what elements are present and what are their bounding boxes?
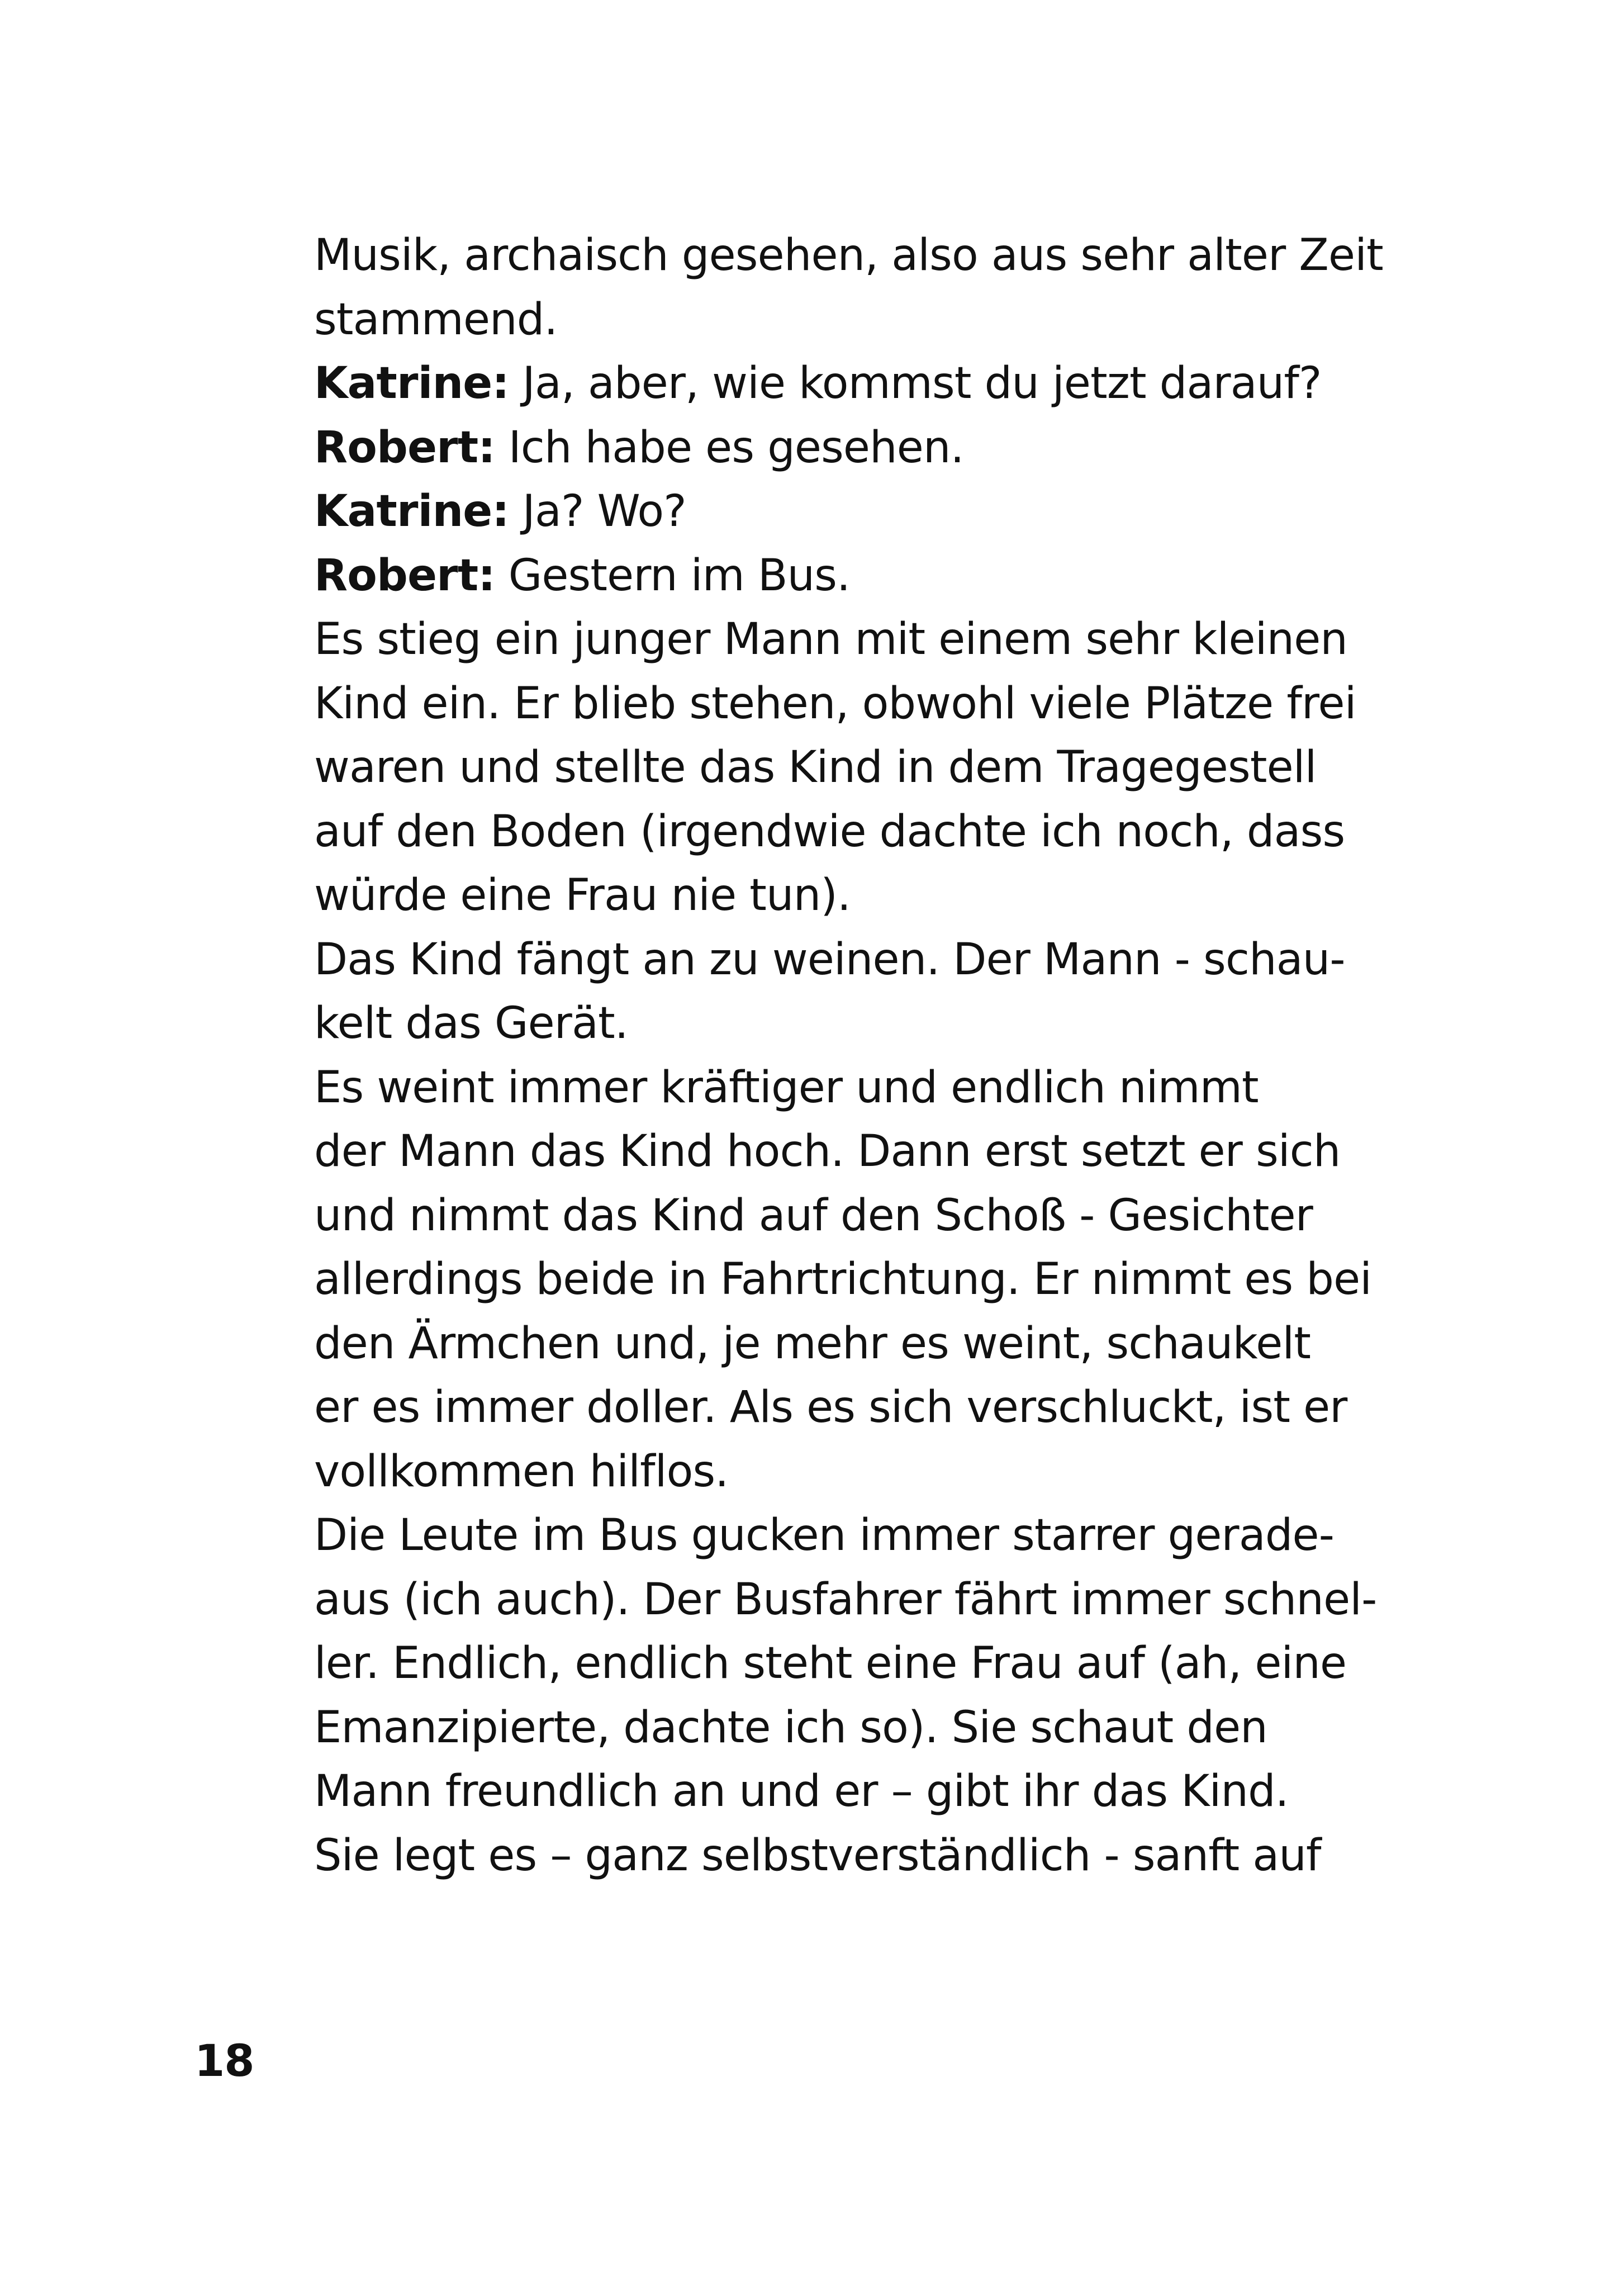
text-line: Sie legt es – ganz selbstverständlich - sanft auf bbox=[314, 1830, 1321, 1881]
speaker-name: Katrine: bbox=[314, 358, 509, 409]
text-line: der Mann das Kind hoch. Dann erst setzt er sich bbox=[314, 1126, 1341, 1177]
text-line: stammend. bbox=[314, 294, 558, 345]
text-line: Musik, archaisch gesehen, also aus sehr alter Zeit bbox=[314, 230, 1383, 281]
text-line: Emanzipierte, dachte ich so). Sie schaut den bbox=[314, 1702, 1267, 1753]
dialogue-text: Ja? Wo? bbox=[509, 486, 686, 537]
text-line: Es weint immer kräftiger und endlich nimmt bbox=[314, 1062, 1259, 1113]
text-line: kelt das Gerät. bbox=[314, 998, 628, 1049]
text-line: aus (ich auch). Der Busfahrer fährt immer schnel- bbox=[314, 1574, 1377, 1625]
body-text bbox=[314, 224, 1404, 1888]
dialogue-text: Gestern im Bus. bbox=[495, 550, 851, 601]
speaker-name: Robert: bbox=[314, 422, 495, 473]
speaker-name: Robert: bbox=[314, 550, 495, 601]
page-number: 18 bbox=[194, 2036, 254, 2087]
text-line: den Ärmchen und, je mehr es weint, schaukelt bbox=[314, 1318, 1311, 1369]
dialogue-line bbox=[314, 544, 1404, 608]
text-line: vollkommen hilflos. bbox=[314, 1446, 729, 1497]
speaker-name: Katrine: bbox=[314, 486, 509, 537]
text-line: waren und stellte das Kind in dem Tragegestell bbox=[314, 742, 1317, 793]
text-line: Kind ein. Er blieb stehen, obwohl viele Plätze frei bbox=[314, 678, 1356, 729]
text-line: allerdings beide in Fahrtrichtung. Er nimmt es bei bbox=[314, 1254, 1372, 1305]
text-line: ler. Endlich, endlich steht eine Frau auf (ah, eine bbox=[314, 1638, 1347, 1689]
text-line: Mann freundlich an und er – gibt ihr das Kind. bbox=[314, 1766, 1289, 1817]
text-line: auf den Boden (irgendwie dachte ich noch, dass bbox=[314, 806, 1345, 857]
text-line: er es immer doller. Als es sich verschluckt, ist er bbox=[314, 1382, 1347, 1433]
dialogue-text: Ja, aber, wie kommst du jetzt darauf? bbox=[509, 358, 1322, 409]
text-line: Es stieg ein junger Mann mit einem sehr kleinen bbox=[314, 614, 1348, 665]
text-line: und nimmt das Kind auf den Schoß - Gesichter bbox=[314, 1190, 1313, 1241]
text-line: Die Leute im Bus gucken immer starrer gerade- bbox=[314, 1510, 1335, 1561]
dialogue-text: Ich habe es gesehen. bbox=[495, 422, 964, 473]
text-line: Das Kind fängt an zu weinen. Der Mann - schau- bbox=[314, 934, 1345, 985]
dialogue-line bbox=[314, 416, 1404, 480]
dialogue-line bbox=[314, 480, 1404, 544]
text-line: würde eine Frau nie tun). bbox=[314, 870, 851, 921]
dialogue-line bbox=[314, 352, 1404, 416]
